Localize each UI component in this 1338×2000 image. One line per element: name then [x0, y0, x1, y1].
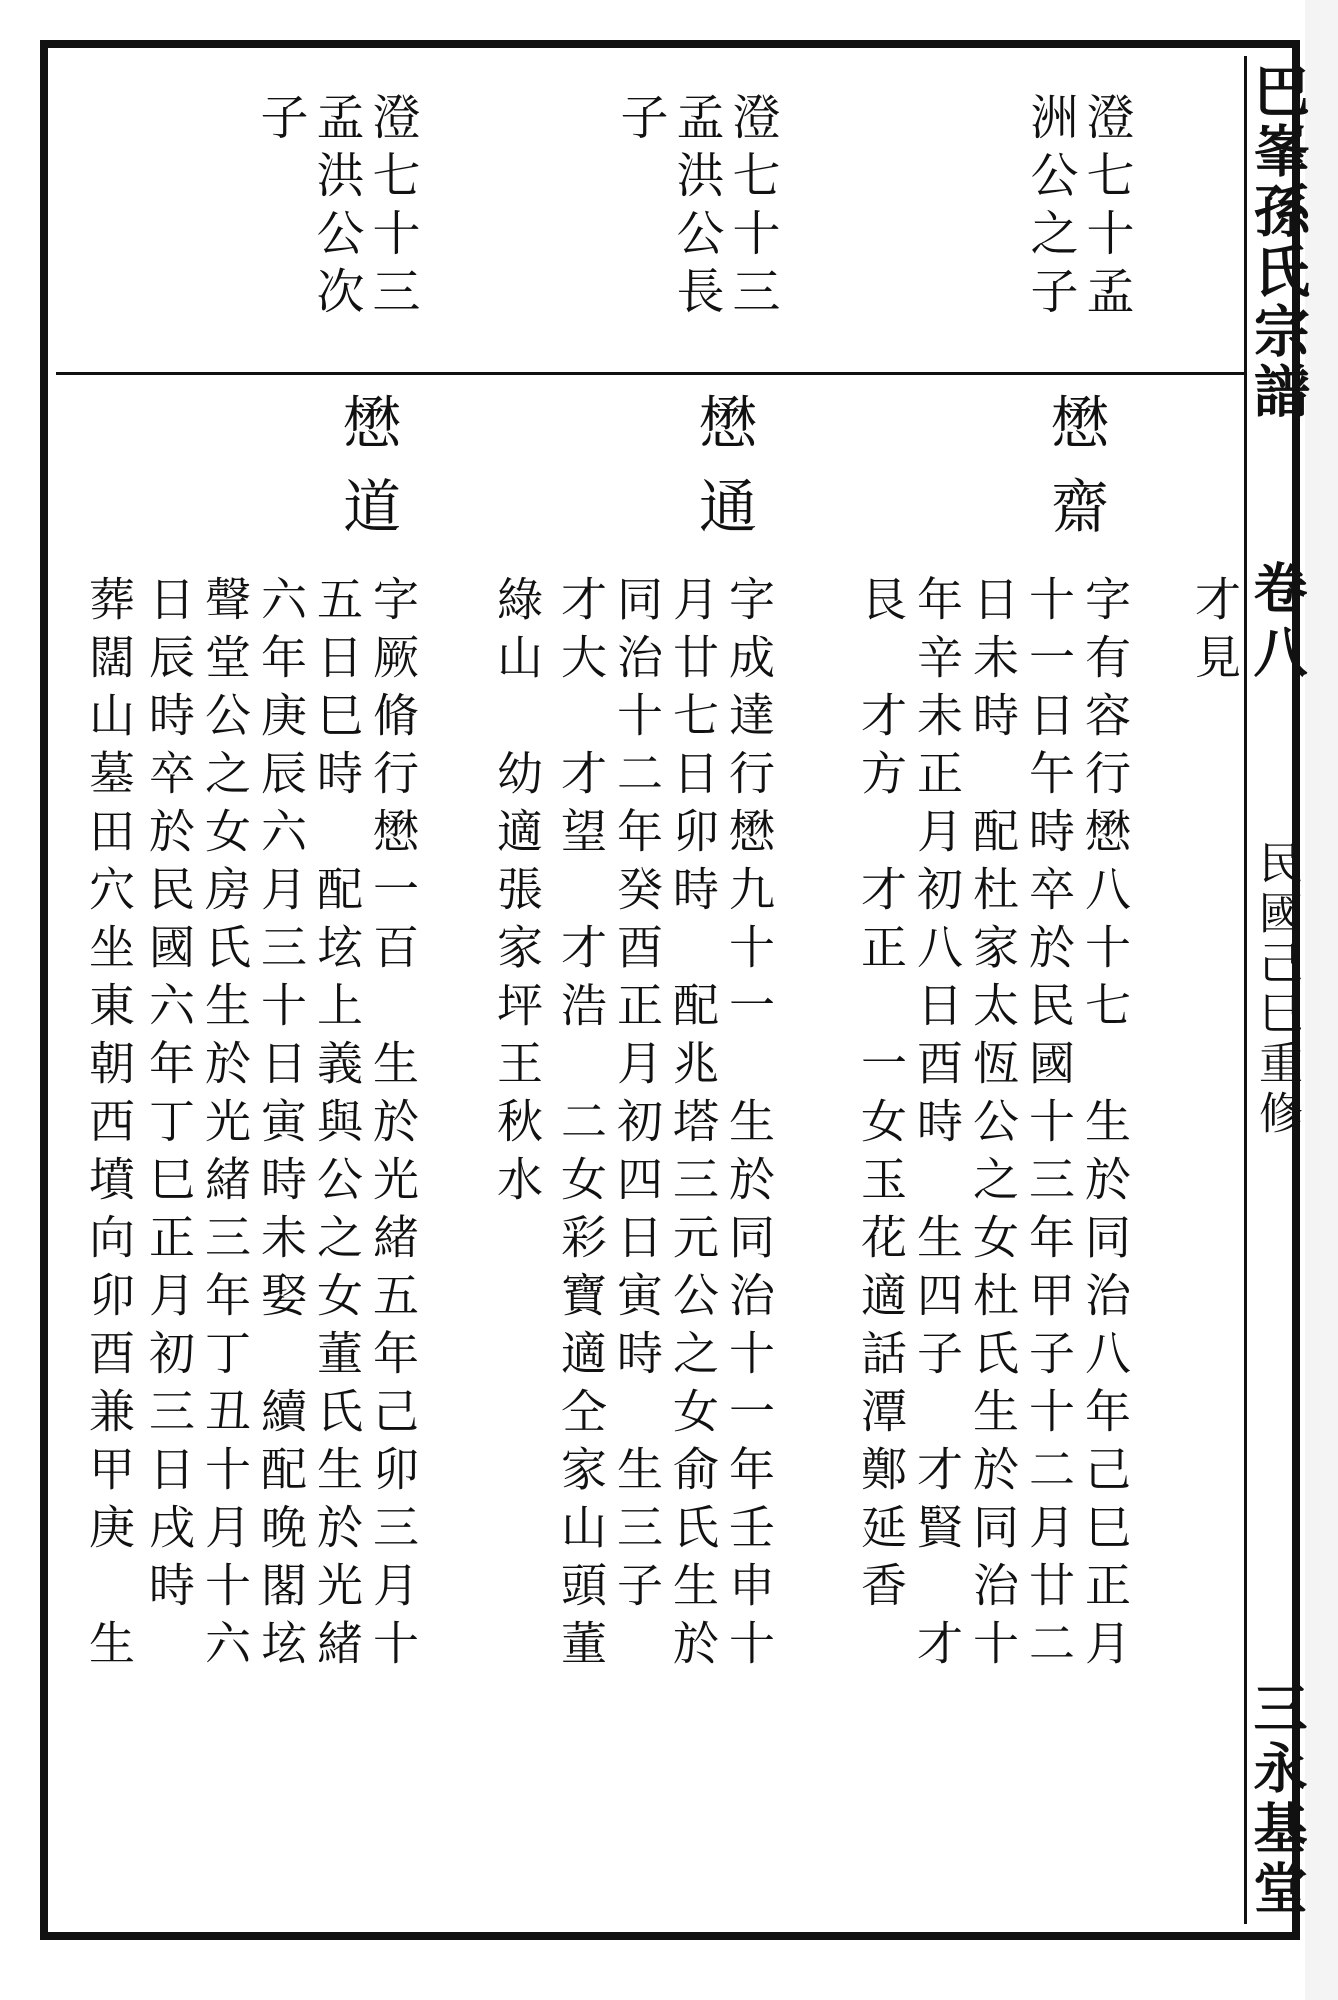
- upper-lineage-2-line-1: 澄七十三: [724, 92, 780, 324]
- upper-lineage-1-line-2: 洲公之子: [1022, 92, 1078, 324]
- entry-name-1: 懋齋: [1041, 392, 1109, 560]
- entry-1-line-1: 字有容行懋八十七 生於同治八年己巳正月: [1078, 575, 1132, 1677]
- entry-name-3: 懋道: [333, 392, 401, 560]
- register-divider-line: [56, 372, 1244, 375]
- entry-1-line-6: 才見: [1188, 575, 1242, 691]
- upper-lineage-2-line-2: 孟洪公長: [668, 92, 724, 324]
- entry-3-line-2: 五日巳時 配𡊨上義與公之女董氏生於光緒: [310, 575, 364, 1677]
- entry-3-line-6: 葬闊山墓田穴坐東朝西墳向卯酉兼甲庚 生: [82, 575, 136, 1677]
- upper-lineage-3-line-2: 孟洪公次: [308, 92, 364, 324]
- upper-lineage-1-line-1: 澄七十孟: [1078, 92, 1134, 324]
- upper-lineage-3-line-3: 子: [252, 92, 308, 150]
- entry-3-line-5: 日辰時卒於民國六年丁巳正月初三日戌時: [142, 575, 196, 1619]
- volume-number: 卷八: [1245, 560, 1309, 688]
- entry-1-line-4: 年辛未正月初八日酉時 生四子 才賢 才: [910, 575, 964, 1677]
- upper-lineage-3-line-1: 澄七十三: [364, 92, 420, 324]
- entry-2-line-4: 才大 才望 才浩 二女彩寶適仝家山頭董: [554, 575, 608, 1677]
- entry-1-line-5: 艮 才方 才正 一女玉花適話潭鄭延香: [854, 575, 908, 1619]
- entry-2-line-2: 月廿七日卯時 配兆塔三元公之女俞氏生於: [666, 575, 720, 1677]
- entry-2-line-1: 字成達行懋九十一 生於同治十一年壬申十: [722, 575, 776, 1677]
- upper-lineage-2-line-3: 子: [612, 92, 668, 150]
- entry-1-line-3: 日未時 配杜家太恆公之女杜氏生於同治十: [966, 575, 1020, 1677]
- hall-name: 三永基堂: [1245, 1680, 1309, 1920]
- entry-3-line-1: 字厥脩行懋一百 生於光緒五年己卯三月十: [366, 575, 420, 1677]
- entry-1-line-2: 十一日午時卒於民國十三年甲子十二月廿二: [1022, 575, 1076, 1677]
- entry-2-line-5: 綠山 幼適張家坪王秋水: [490, 575, 544, 1213]
- edition-note: 民國己巳重修: [1251, 840, 1302, 1140]
- entry-3-line-4: 聲堂公之女房氏生於光緒三年丁丑十月十六: [198, 575, 252, 1677]
- book-title: 巴峯孫氏宗譜: [1245, 62, 1311, 422]
- entry-name-2: 懋通: [689, 392, 757, 560]
- entry-2-line-3: 同治十二年癸酉正月初四日寅時 生三子: [610, 575, 664, 1619]
- entry-3-line-3: 六年庚辰六月三十日寅時未娶 續配晚閣𡊨: [254, 575, 308, 1677]
